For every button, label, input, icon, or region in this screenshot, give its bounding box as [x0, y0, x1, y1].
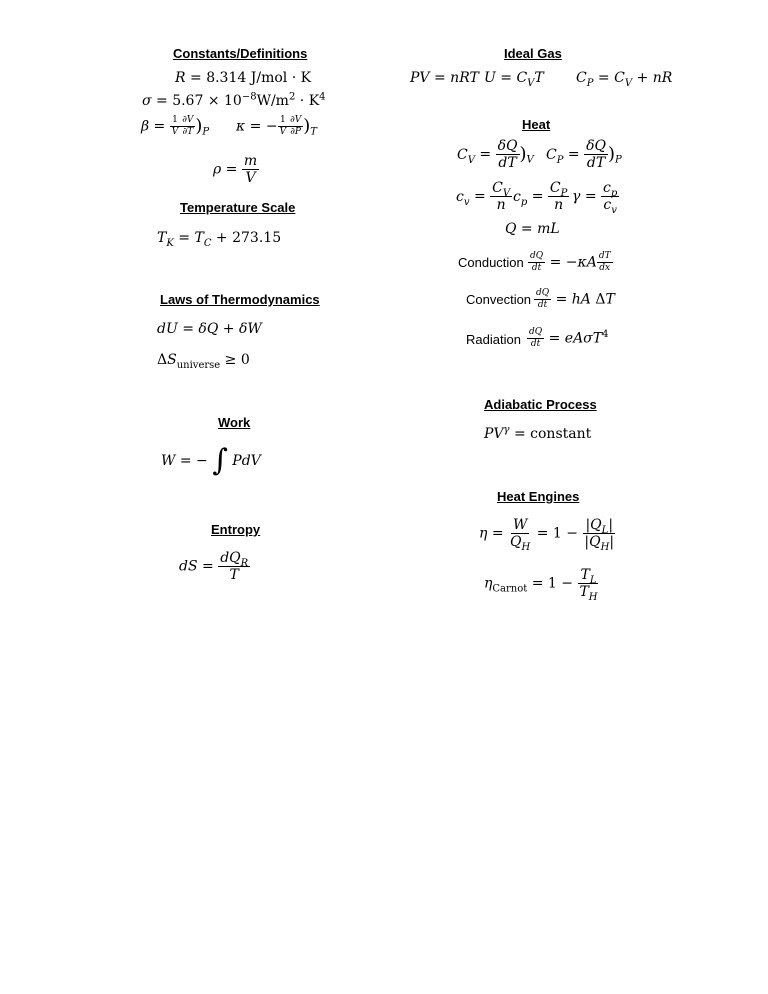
laws-heading: Laws of Thermodynamics — [160, 292, 320, 307]
conduction-equation: $\frac{dQ}{dt}$ = −κA $\frac{dT}{dx}$ — [530, 251, 611, 273]
cv-definition: $C_V$ = $\frac{\delta Q}{dT}$ )$_V$ — [457, 138, 534, 171]
convection-equation: $\frac{dQ}{dt}$ = hA ΔT — [536, 288, 615, 310]
work-equation: W = − ∫ PdV — [161, 443, 261, 478]
gas-constant-value: 8.314 — [206, 70, 247, 86]
density-definition: ρ = $\frac{m}{V}$ — [213, 153, 258, 186]
kelvin-equation: $T_K = T_C + 273.15$ — [157, 230, 282, 249]
gas-constant-equation: R = 8.314 J/mol · K — [175, 70, 312, 86]
radiation-equation: $\frac{dQ}{dt}$ = eAσT$^4$ — [529, 327, 609, 349]
internal-energy-equation: $U = C_VT$ — [484, 70, 544, 89]
carnot-subscript: Carnot — [492, 583, 528, 595]
gas-constant-unit: J/mol · K — [250, 70, 312, 86]
temperature-scale-heading: Temperature Scale — [180, 200, 296, 215]
latent-heat-equation: Q = mL — [505, 221, 560, 237]
efficiency-equation: η = $\frac{W}{Q_H}$ = 1 − $\frac{|Q_L|}{|Q_H|}$ — [479, 517, 615, 553]
radiation-label: Radiation — [466, 332, 521, 347]
adiabatic-equation: $PV^\gamma$ = constant — [484, 424, 592, 442]
work-heading: Work — [218, 415, 251, 430]
heat-engines-heading: Heat Engines — [497, 489, 580, 504]
cp-definition: $C_P$ = $\frac{\delta Q}{dT}$ )$_P$ — [546, 138, 622, 171]
beta-definition: β = $\frac{1}{V}$ $\frac{\partial V}{\partial T}$ )$_P$ — [141, 115, 210, 138]
constants-heading: Constants/Definitions — [173, 46, 308, 61]
ideal-gas-heading: Ideal Gas — [504, 46, 562, 61]
universe-subscript: universe — [176, 359, 221, 371]
gamma-definition: γ = $\frac{c_p}{c_v}$ — [572, 180, 618, 216]
entropy-heading: Entropy — [211, 522, 261, 537]
heat-heading: Heat — [522, 117, 551, 132]
molar-cv-definition: $c_v$ = $\frac{C_V}{n}$ — [456, 180, 511, 213]
conduction-label: Conduction — [458, 255, 524, 270]
constant-word: constant — [530, 426, 592, 442]
stefan-boltzmann-equation: $\sigma = 5.67 \times 10^{-8}W/m^2 \cdot K^4$ — [142, 91, 326, 109]
kelvin-offset: 273.15 — [232, 230, 282, 246]
adiabatic-heading: Adiabatic Process — [484, 397, 597, 412]
stefan-boltzmann-exponent: −8 — [241, 91, 257, 103]
mayer-relation: $C_P = C_V$ + nR — [576, 70, 673, 89]
carnot-efficiency-equation: $\eta_{Carnot} = 1$ − $\frac{T_L}{T_H}$ — [484, 567, 598, 603]
molar-cp-definition: $c_p$ = $\frac{C_P}{n}$ — [513, 180, 568, 213]
kappa-definition: κ = − $\frac{1}{V}$ $\frac{\partial V}{\partial P}$ )$_T$ — [236, 115, 317, 138]
stefan-boltzmann-value: 5.67 × 10 — [172, 93, 242, 109]
ideal-gas-law: PV = nRT — [410, 70, 479, 86]
first-law-equation: dU = δQ + δW — [157, 321, 262, 337]
second-law-equation: $\Delta S_{universe} \ge 0$ — [157, 352, 250, 371]
entropy-equation: dS = $dQ_R$ T — [179, 550, 249, 583]
convection-label: Convection — [466, 292, 532, 307]
